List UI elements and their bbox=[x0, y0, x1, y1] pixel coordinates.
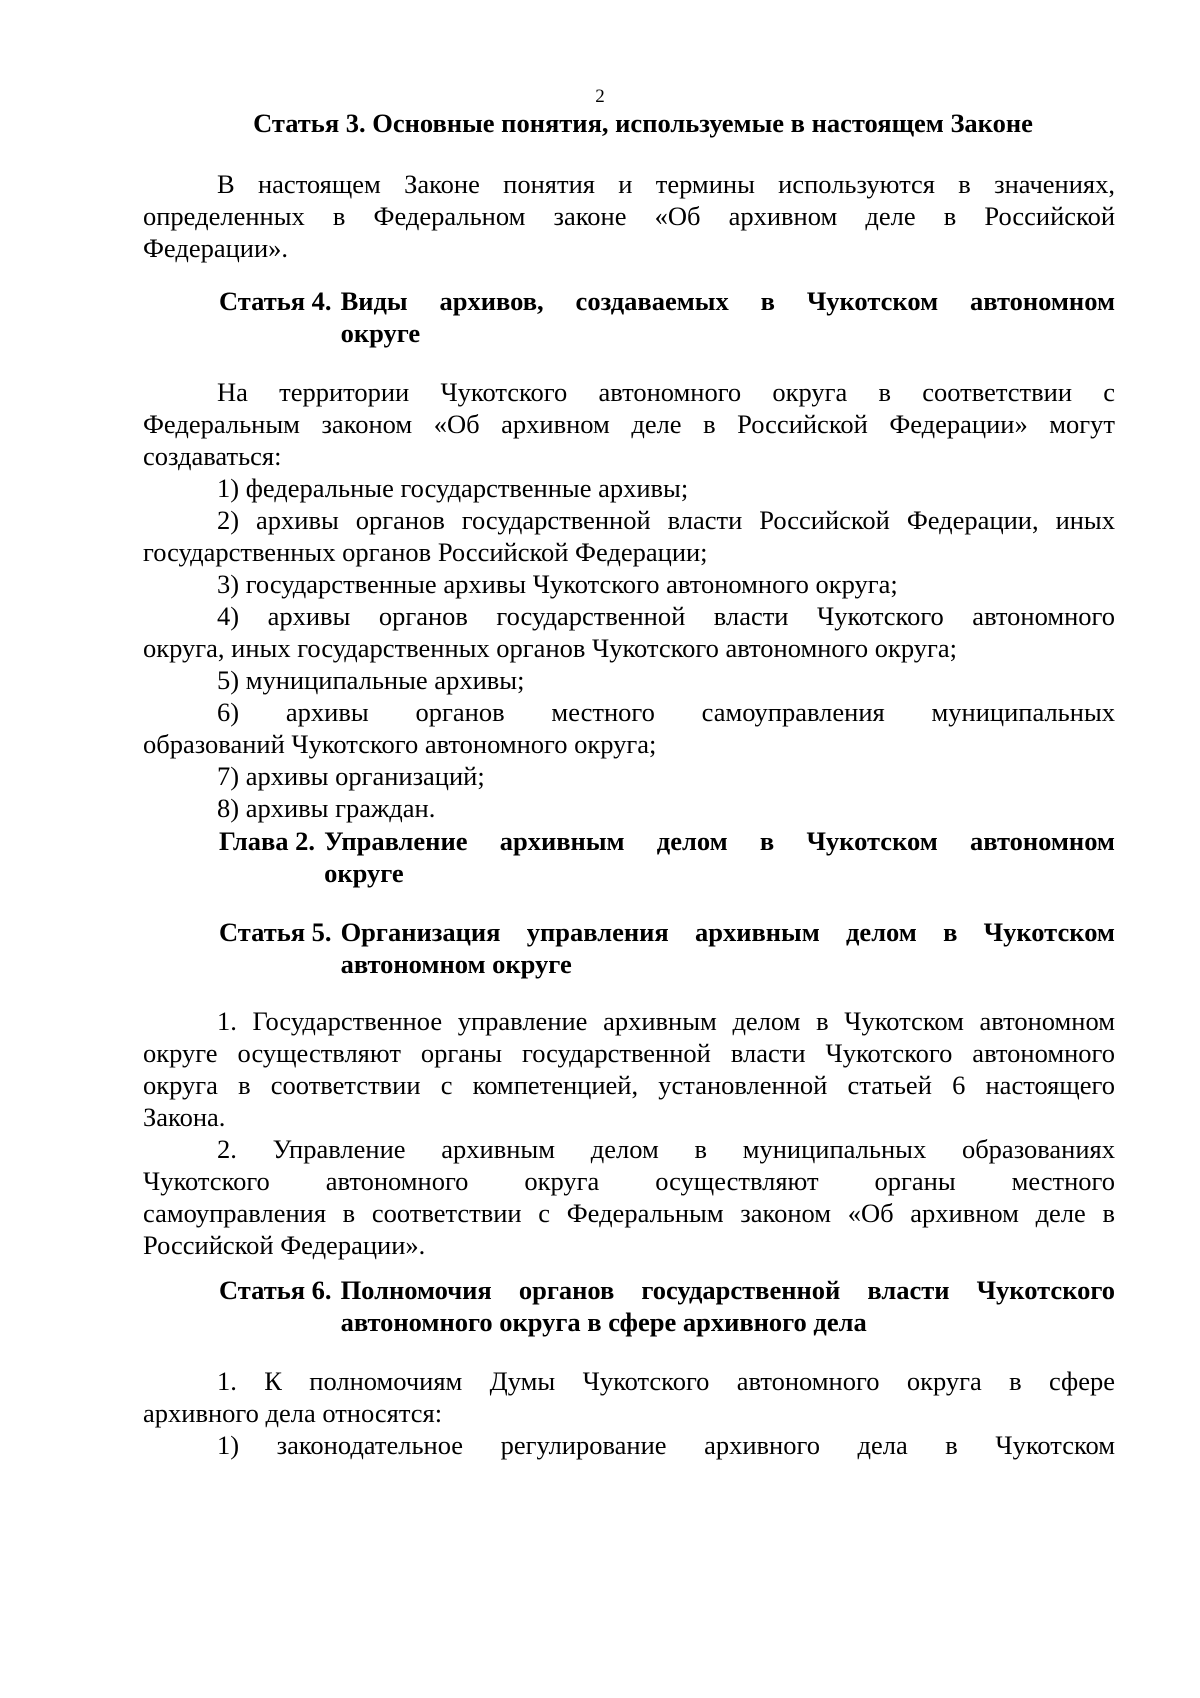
article-6-title-line: Полномочия органов государственной власти Чукотского bbox=[340, 1275, 1115, 1305]
article-6-body bbox=[143, 1365, 1115, 1461]
chapter-2-label: Глава 2. bbox=[219, 826, 316, 856]
chapter-2-heading bbox=[219, 825, 1115, 889]
list-item: 1) законодательное регулирование архивного дела в Чукотском bbox=[217, 1430, 1115, 1460]
list-item-continuation: округа, иных государственных органов Чукотского автономного округа; bbox=[143, 633, 958, 663]
paragraph-line: округе осуществляют органы государственной власти Чукотского автономного bbox=[143, 1038, 1115, 1068]
list-item: 2) архивы органов государственной власти Российской Федерации, иных bbox=[217, 505, 1115, 535]
paragraph-line: округа в соответствии с компетенцией, установленной статьей 6 настоящего bbox=[143, 1070, 1115, 1100]
list-item: 1) федеральные государственные архивы; bbox=[217, 473, 689, 503]
paragraph-line: На территории Чукотского автономного округа в соответствии с bbox=[217, 377, 1115, 407]
article-6-label: Статья 6. bbox=[219, 1275, 332, 1305]
article-5-title-line: автономном округе bbox=[340, 949, 572, 979]
chapter-2-title-line: Управление архивным делом в Чукотском автономном bbox=[324, 826, 1115, 856]
article-6-title-line: автономного округа в сфере архивного дела bbox=[340, 1307, 867, 1337]
list-item: 4) архивы органов государственной власти Чукотского автономного bbox=[217, 601, 1115, 631]
list-item: 6) архивы органов местного самоуправления муниципальных bbox=[217, 697, 1115, 727]
article-5-heading bbox=[219, 916, 1115, 980]
list-item: 5) муниципальные архивы; bbox=[217, 665, 525, 695]
paragraph-line: Федерации». bbox=[143, 233, 289, 263]
article-4-title-line: Виды архивов, создаваемых в Чукотском автономном bbox=[340, 286, 1115, 316]
chapter-2-title-line: округе bbox=[324, 858, 404, 888]
article-4-label: Статья 4. bbox=[219, 286, 332, 316]
paragraph-line: Чукотского автономного округа осуществляют органы местного bbox=[143, 1166, 1115, 1196]
list-item: 7) архивы организаций; bbox=[217, 761, 485, 791]
paragraph-line: Российской Федерации». bbox=[143, 1230, 426, 1260]
paragraph-line: архивного дела относятся: bbox=[143, 1398, 443, 1428]
article-3-heading: Статья 3. Основные понятия, используемые в настоящем Законе bbox=[253, 108, 1033, 138]
list-item-continuation: образований Чукотского автономного округа; bbox=[143, 729, 657, 759]
article-4-body bbox=[143, 376, 1115, 824]
article-3-body bbox=[143, 168, 1115, 264]
paragraph-line: В настоящем Законе понятия и термины используются в значениях, bbox=[217, 169, 1115, 199]
page-number: 2 bbox=[595, 86, 605, 107]
paragraph-line: самоуправления в соответствии с Федеральным законом «Об архивном деле в bbox=[143, 1198, 1115, 1228]
paragraph-line: 2. Управление архивным делом в муниципальных образованиях bbox=[217, 1134, 1115, 1164]
list-item: 8) архивы граждан. bbox=[217, 793, 436, 823]
article-5-body bbox=[143, 1005, 1115, 1261]
paragraph-line: 1. К полномочиям Думы Чукотского автономного округа в сфере bbox=[217, 1366, 1115, 1396]
article-5-label: Статья 5. bbox=[219, 917, 332, 947]
paragraph-line: определенных в Федеральном законе «Об архивном деле в Российской bbox=[143, 201, 1115, 231]
article-4-title-line: округе bbox=[340, 318, 421, 348]
article-6-heading bbox=[219, 1274, 1115, 1338]
paragraph-line: создаваться: bbox=[143, 441, 282, 471]
article-4-heading bbox=[219, 285, 1115, 349]
list-item: 3) государственные архивы Чукотского автономного округа; bbox=[217, 569, 898, 599]
paragraph-line: 1. Государственное управление архивным делом в Чукотском автономном bbox=[217, 1006, 1115, 1036]
article-5-title-line: Организация управления архивным делом в Чукотском bbox=[340, 917, 1115, 947]
paragraph-line: Федеральным законом «Об архивном деле в Российской Федерации» могут bbox=[143, 409, 1115, 439]
list-item-continuation: государственных органов Российской Федерации; bbox=[143, 537, 708, 567]
paragraph-line: Закона. bbox=[143, 1102, 226, 1132]
